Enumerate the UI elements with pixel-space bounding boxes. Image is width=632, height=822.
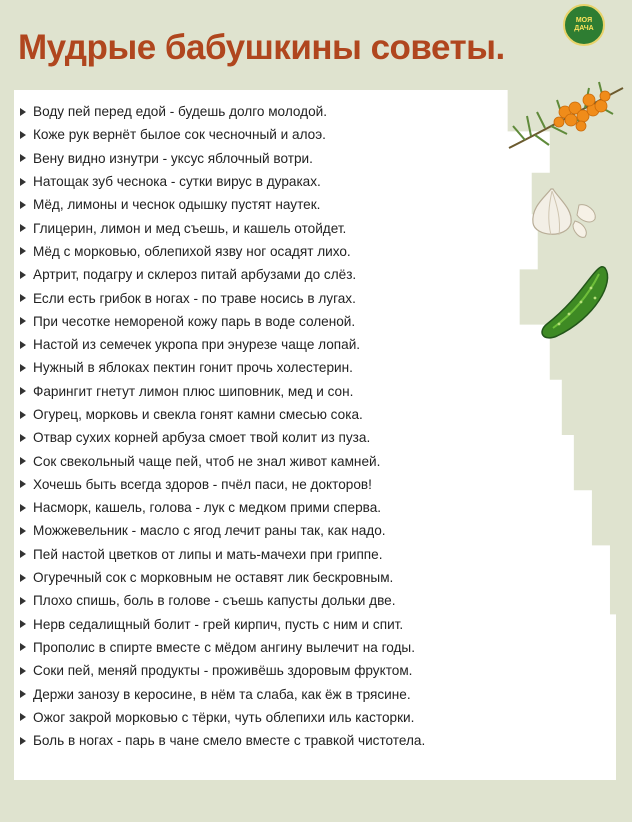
bullet-icon xyxy=(20,667,26,675)
tip-item xyxy=(20,240,620,263)
bullet-icon xyxy=(20,201,26,209)
tip-text: Огуречный сок с морковным не оставят лик бескровным. xyxy=(33,570,394,586)
bullet-icon xyxy=(20,387,26,395)
tip-item xyxy=(20,613,620,636)
bullet-icon xyxy=(20,550,26,558)
tip-text: Насморк, кашель, голова - лук с медком прими сперва. xyxy=(33,500,382,516)
bullet-icon xyxy=(20,690,26,698)
cucumber-icon xyxy=(535,262,615,342)
logo-line-2: ДАЧА xyxy=(574,25,594,32)
bullet-icon xyxy=(20,224,26,232)
tip-text: Боль в ногах - парь в чане смело вместе с травкой чистотела. xyxy=(33,733,426,749)
tip-text: Если есть грибок в ногах - по траве носись в лугах. xyxy=(33,290,356,306)
tip-text: Хочешь быть всегда здоров - пчёл паси, не докторов! xyxy=(33,476,372,492)
tip-text: Можжевельник - масло с ягод лечит раны так, как надо. xyxy=(33,523,386,539)
tip-item xyxy=(20,380,620,403)
sea-buckthorn-icon xyxy=(505,78,627,158)
tip-text: Соки пей, меняй продукты - проживёшь здоровым фруктом. xyxy=(33,663,413,679)
tip-item xyxy=(20,519,620,542)
tip-item xyxy=(20,356,620,379)
tip-text: Ожог закрой морковью с тёрки, чуть облепихи иль касторки. xyxy=(33,709,415,725)
tip-text: Глицерин, лимон и мед съешь, и кашель отойдет. xyxy=(33,220,347,236)
bullet-icon xyxy=(20,271,26,279)
tip-text: Натощак зуб чеснока - сутки вирус в дураках. xyxy=(33,174,321,190)
bullet-icon xyxy=(20,364,26,372)
bullet-icon xyxy=(20,131,26,139)
tip-item xyxy=(20,659,620,682)
bullet-icon xyxy=(20,317,26,325)
bullet-icon xyxy=(20,247,26,255)
bullet-icon xyxy=(20,178,26,186)
tip-item xyxy=(20,286,620,309)
bullet-icon xyxy=(20,411,26,419)
bullet-icon xyxy=(20,294,26,302)
tip-text: Пей настой цветков от липы и мать-мачехи при гриппе. xyxy=(33,546,383,562)
tip-text: Мёд с морковью, облепихой язву ног осадят лихо. xyxy=(33,243,351,259)
tip-item xyxy=(20,682,620,705)
tip-item xyxy=(20,496,620,519)
bullet-icon xyxy=(20,737,26,745)
tip-text: Воду пей перед едой - будешь долго молодой. xyxy=(33,104,328,120)
tip-item xyxy=(20,636,620,659)
bullet-icon xyxy=(20,643,26,651)
page-title: Мудрые бабушкины советы. xyxy=(18,28,505,67)
tip-text: Коже рук вернёт былое сок чесночный и алоэ. xyxy=(33,127,326,143)
tip-item xyxy=(20,729,620,752)
tip-item xyxy=(20,333,620,356)
tip-text: При чесотке немореной кожу парь в воде соленой. xyxy=(33,313,356,329)
garlic-icon xyxy=(525,185,605,243)
bullet-icon xyxy=(20,597,26,605)
tip-text: Фарингит гнетут лимон плюс шиповник, мед и сон. xyxy=(33,383,354,399)
bullet-icon xyxy=(20,504,26,512)
tip-item xyxy=(20,263,620,286)
tip-text: Нерв седалищный болит - грей кирпич, пусть с ним и спит. xyxy=(33,616,404,632)
bullet-icon xyxy=(20,620,26,628)
tip-item xyxy=(20,706,620,729)
bullet-icon xyxy=(20,434,26,442)
tip-text: Настой из семечек укропа при энурезе чаще лопай. xyxy=(33,337,361,353)
tip-text: Артрит, подагру и склероз питай арбузами до слёз. xyxy=(33,267,357,283)
tip-text: Нужный в яблоках пектин гонит прочь холестерин. xyxy=(33,360,353,376)
tip-text: Сок свекольный чаще пей, чтоб не знал живот камней. xyxy=(33,453,381,469)
bullet-icon xyxy=(20,527,26,535)
tip-text: Вену видно изнутри - уксус яблочный вотри. xyxy=(33,150,313,166)
tip-text: Огурец, морковь и свекла гонят камни смесью сока. xyxy=(33,407,363,422)
bullet-icon xyxy=(20,457,26,465)
tip-text: Отвар сухих корней арбуза смоет твой колит из пуза. xyxy=(33,430,371,446)
tip-text: Мёд, лимоны и чеснок одышку пустят наутек. xyxy=(33,197,321,213)
tip-item xyxy=(20,589,620,612)
tip-item xyxy=(20,403,620,426)
tip-item xyxy=(20,310,620,333)
tip-text: Плохо спишь, боль в голове - съешь капусты дольки две. xyxy=(33,593,396,609)
bullet-icon xyxy=(20,154,26,162)
bullet-icon xyxy=(20,341,26,349)
bullet-icon xyxy=(20,480,26,488)
tip-item xyxy=(20,543,620,566)
bullet-icon xyxy=(20,713,26,721)
tip-item xyxy=(20,566,620,589)
tip-text: Прополис в спирте вместе с мёдом ангину вылечит на годы. xyxy=(33,639,415,655)
bullet-icon xyxy=(20,574,26,582)
tip-text: Держи занозу в керосине, в нём та слаба, как ёж в трясине. xyxy=(33,686,411,702)
tip-item xyxy=(20,449,620,472)
tip-item xyxy=(20,426,620,449)
bullet-icon xyxy=(20,108,26,116)
logo xyxy=(563,4,605,46)
logo-line-1: MOЯ xyxy=(575,17,593,24)
tip-item xyxy=(20,473,620,496)
